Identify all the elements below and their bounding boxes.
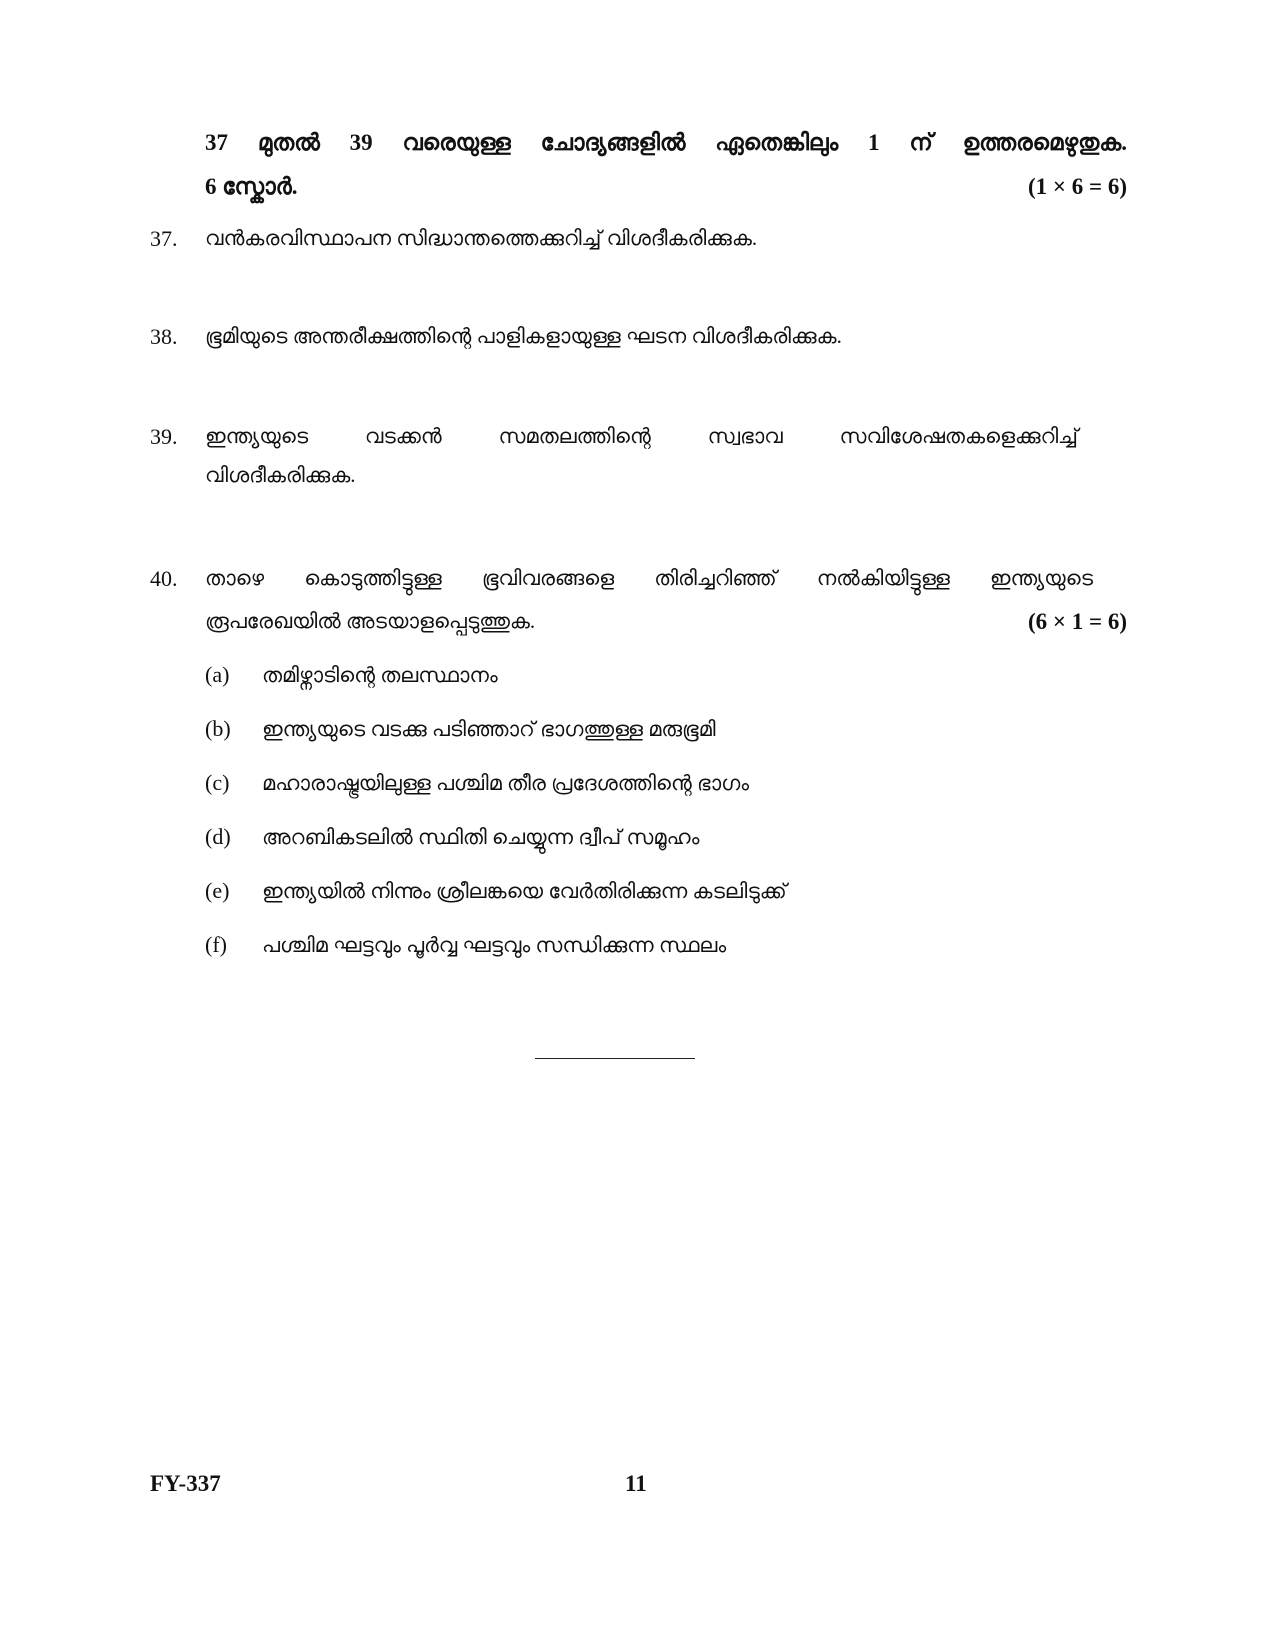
instruction-score-line (205, 174, 1127, 200)
score-label: 6 സ്കോർ. (205, 174, 298, 199)
question-text-line: രൂപരേഖയിൽ അടയാളപ്പെടുത്തുക. (205, 609, 536, 633)
question-word: സമതലത്തിന്റെ (498, 424, 651, 448)
question-word: ഇന്ത്യയുടെ (989, 566, 1093, 590)
instruction-word: മുതൽ (257, 130, 320, 155)
subitem-text: അറബികടലിൽ സ്ഥിതി ചെയ്യുന്ന ദ്വീപ് സമൂഹം (262, 825, 700, 849)
subitem-c (205, 770, 749, 796)
question-number: 39. (150, 424, 178, 449)
subitem-d (205, 824, 699, 850)
question-text (205, 424, 1127, 488)
instruction-line (205, 130, 1127, 168)
question-text (205, 566, 1127, 635)
subitem-letter: (b) (205, 716, 231, 741)
subitem-text: തമിഴ്നാടിന്റെ തലസ്ഥാനം (262, 663, 498, 687)
subitem-letter: (e) (205, 878, 230, 903)
instruction-word: 39 (349, 130, 373, 155)
section-instruction (205, 130, 1127, 200)
subitem-a (205, 662, 498, 688)
question-word: ഭൂവിവരങ്ങളെ (481, 566, 615, 590)
subitem-f (205, 932, 726, 958)
question-38 (150, 324, 1127, 349)
paper-code: FY-337 (150, 1471, 221, 1496)
question-marks: (6 × 1 = 6) (1027, 609, 1127, 634)
question-word: വടക്കൻ (364, 424, 442, 448)
question-39 (150, 424, 1127, 488)
question-word: സവിശേഷതകളെക്കുറിച്ച് (839, 424, 1078, 448)
instruction-word: ചോദ്യങ്ങളിൽ (540, 130, 686, 155)
instruction-word: ഏതെങ്കിലും (715, 130, 839, 155)
subitem-text: ഇന്ത്യയുടെ വടക്കു പടിഞ്ഞാറ് ഭാഗത്തുള്ള മരുഭൂമി (262, 717, 716, 741)
end-rule (535, 1058, 695, 1059)
question-number: 37. (150, 226, 178, 251)
question-text: ഭൂമിയുടെ അന്തരീക്ഷത്തിന്റെ പാളികളായുള്ള ഘടന വിശദീകരിക്കുക. (205, 324, 842, 348)
subitem-e (205, 878, 787, 904)
instruction-word: ന് (909, 130, 933, 155)
instruction-word: 1 (868, 130, 880, 155)
subitem-letter: (d) (205, 824, 231, 849)
question-word: തിരിച്ചറിഞ്ഞ് (654, 566, 777, 590)
question-word: നൽകിയിട്ടുള്ള (816, 566, 950, 590)
subitem-text: മഹാരാഷ്ട്രയിലുള്ള പശ്ചിമ തീര പ്രദേശത്തിന്റെ ഭാഗം (262, 771, 750, 795)
subitem-letter: (c) (205, 770, 230, 795)
question-line (205, 566, 1093, 591)
question-37 (150, 226, 1127, 251)
question-line: വിശദീകരിക്കുക. (205, 463, 356, 487)
question-number: 38. (150, 324, 178, 349)
question-line (205, 609, 1127, 635)
page-number: 11 (625, 1471, 647, 1496)
subitem-letter: (a) (205, 662, 230, 687)
question-line (205, 424, 1078, 449)
question-text: വൻകരവിസ്ഥാപന സിദ്ധാന്തത്തെക്കുറിച്ച് വിശദീകരിക്കുക. (205, 226, 758, 250)
question-word: സ്വഭാവ (707, 424, 783, 448)
subitem-text: ഇന്ത്യയിൽ നിന്നും ശ്രീലങ്കയെ വേർതിരിക്കുന്ന കടലിടുക്ക് (262, 879, 787, 903)
instruction-word: വരെയുള്ള (402, 130, 511, 155)
subitem-text: പശ്ചിമ ഘട്ടവും പൂർവ്വ ഘട്ടവും സന്ധിക്കുന്ന സ്ഥലം (262, 933, 727, 957)
question-word: താഴെ (205, 566, 265, 590)
question-40 (150, 566, 1127, 635)
subitem-letter: (f) (205, 932, 227, 957)
question-word: കൊടുത്തിട്ടുള്ള (304, 566, 442, 590)
instruction-word: ഉത്തരമെഴുതുക. (962, 130, 1127, 155)
question-number: 40. (150, 566, 178, 591)
section-marks: (1 × 6 = 6) (1027, 174, 1127, 199)
question-word: ഇന്ത്യയുടെ (205, 424, 309, 448)
subitem-b (205, 716, 716, 742)
instruction-word: 37 (205, 130, 228, 155)
